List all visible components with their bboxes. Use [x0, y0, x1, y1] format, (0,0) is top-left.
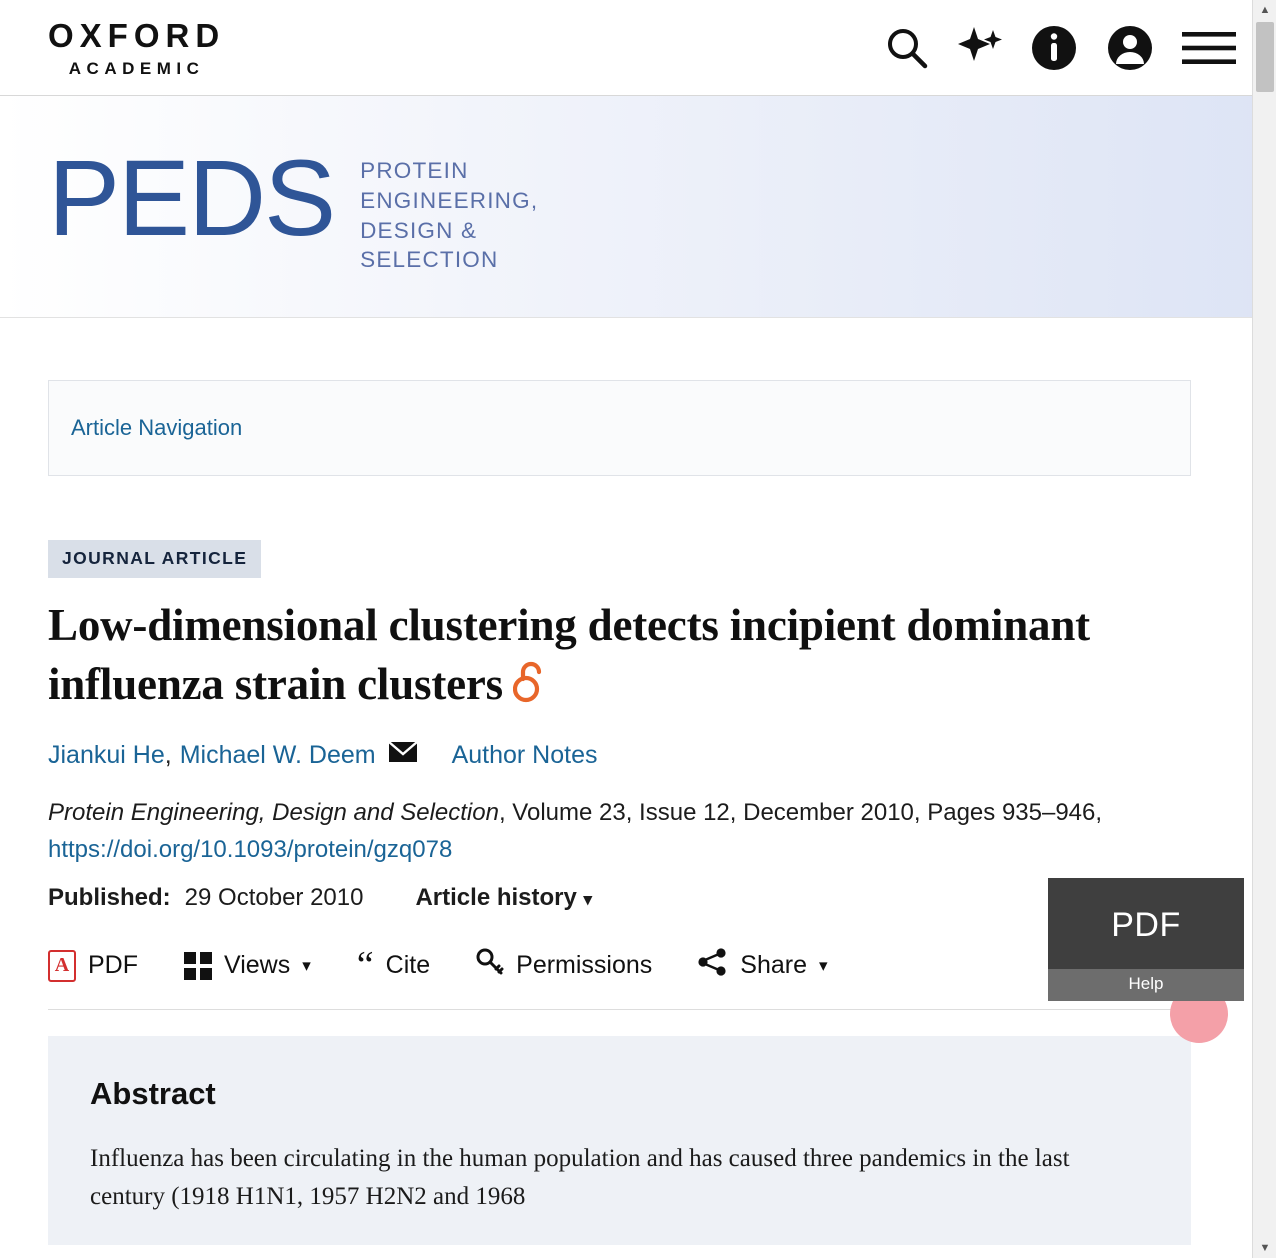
grid-views-icon	[184, 952, 212, 980]
main-content	[0, 380, 1276, 1245]
open-lock-icon	[513, 659, 547, 718]
brand-academic-text: ACADEMIC	[68, 58, 205, 78]
article-title-text: Low-dimensional clustering detects incipient dominant influenza strain clusters	[48, 600, 1090, 710]
citation-volume-pages: , Volume 23, Issue 12, December 2010, Pages 935–946,	[498, 798, 1103, 826]
journal-full-name	[360, 156, 538, 275]
scroll-down-arrow-icon[interactable]: ▼	[1259, 1242, 1271, 1254]
vertical-scrollbar[interactable]	[1252, 0, 1276, 1258]
key-icon	[476, 948, 504, 983]
quote-icon: “	[356, 944, 374, 987]
author-notes-link[interactable]: Author Notes	[451, 740, 598, 769]
article-navigation-link[interactable]: Article Navigation	[71, 415, 243, 440]
journal-name-line-4: SELECTION	[360, 247, 499, 273]
journal-name-line-3: DESIGN &	[360, 217, 478, 243]
share-button[interactable]	[698, 948, 827, 983]
journal-logo[interactable]	[48, 138, 538, 275]
search-icon[interactable]	[884, 25, 930, 71]
abstract-section	[48, 1036, 1191, 1245]
journal-title-italic: Protein Engineering, Design and Selection	[48, 798, 499, 826]
oxford-academic-logo[interactable]	[48, 16, 226, 78]
page-title	[48, 596, 1168, 719]
site-header	[0, 0, 1276, 96]
share-button-label: Share	[740, 951, 808, 980]
journal-name-line-2: ENGINEERING,	[360, 187, 539, 213]
pdf-file-icon: A	[48, 950, 76, 982]
journal-banner[interactable]	[0, 96, 1276, 318]
views-button-label: Views	[224, 951, 291, 980]
article-history-label: Article history	[415, 884, 577, 912]
article-navigation-box[interactable]	[48, 380, 1191, 476]
published-date: 29 October 2010	[184, 884, 364, 912]
header-icon-group	[884, 24, 1236, 72]
abstract-heading: Abstract	[90, 1076, 216, 1112]
scrollbar-thumb[interactable]	[1256, 22, 1274, 92]
author-list	[48, 741, 1228, 770]
doi-link[interactable]: https://doi.org/10.1093/protein/gzq078	[48, 835, 453, 863]
chevron-down-icon: ▾	[819, 955, 828, 975]
account-icon[interactable]	[1106, 24, 1154, 72]
citation-line	[48, 794, 1178, 868]
author-link-1[interactable]: Jiankui He	[48, 740, 165, 769]
article-history-toggle[interactable]	[415, 884, 592, 912]
chevron-down-icon: ▾	[302, 955, 311, 975]
scroll-up-arrow-icon[interactable]: ▲	[1259, 4, 1271, 16]
menu-icon[interactable]	[1182, 28, 1236, 68]
pdf-help-widget[interactable]	[1048, 878, 1244, 1001]
pdf-button-label: PDF	[88, 951, 138, 980]
article-type-badge: JOURNAL ARTICLE	[48, 540, 261, 578]
cite-button[interactable]	[356, 944, 431, 987]
journal-name-line-1: PROTEIN	[360, 158, 469, 184]
article-toolbar	[48, 944, 1191, 1010]
pdf-button[interactable]	[48, 950, 138, 982]
pdf-widget-help-label[interactable]: Help	[1048, 969, 1244, 1001]
info-icon[interactable]	[1030, 24, 1078, 72]
journal-acronym: PEDS	[48, 137, 335, 259]
permissions-button-label: Permissions	[516, 951, 653, 980]
abstract-text: Influenza has been circulating in the human population and has caused three pandemics in the last century (1918 H1N1, 1957 H2N2 and 1968	[90, 1145, 1070, 1210]
cite-button-label: Cite	[385, 951, 431, 980]
share-icon	[698, 948, 728, 983]
author-separator: ,	[164, 740, 172, 769]
sparkle-ai-icon[interactable]	[958, 25, 1002, 71]
permissions-button[interactable]	[476, 948, 652, 983]
chevron-down-icon: ▾	[583, 890, 593, 910]
brand-oxford-text: OXFORD	[48, 16, 226, 54]
views-button[interactable]	[184, 951, 311, 980]
pdf-widget-title[interactable]: PDF	[1111, 906, 1181, 944]
author-link-2[interactable]: Michael W. Deem	[179, 740, 376, 769]
published-label: Published:	[48, 884, 171, 912]
envelope-icon[interactable]	[388, 741, 418, 769]
